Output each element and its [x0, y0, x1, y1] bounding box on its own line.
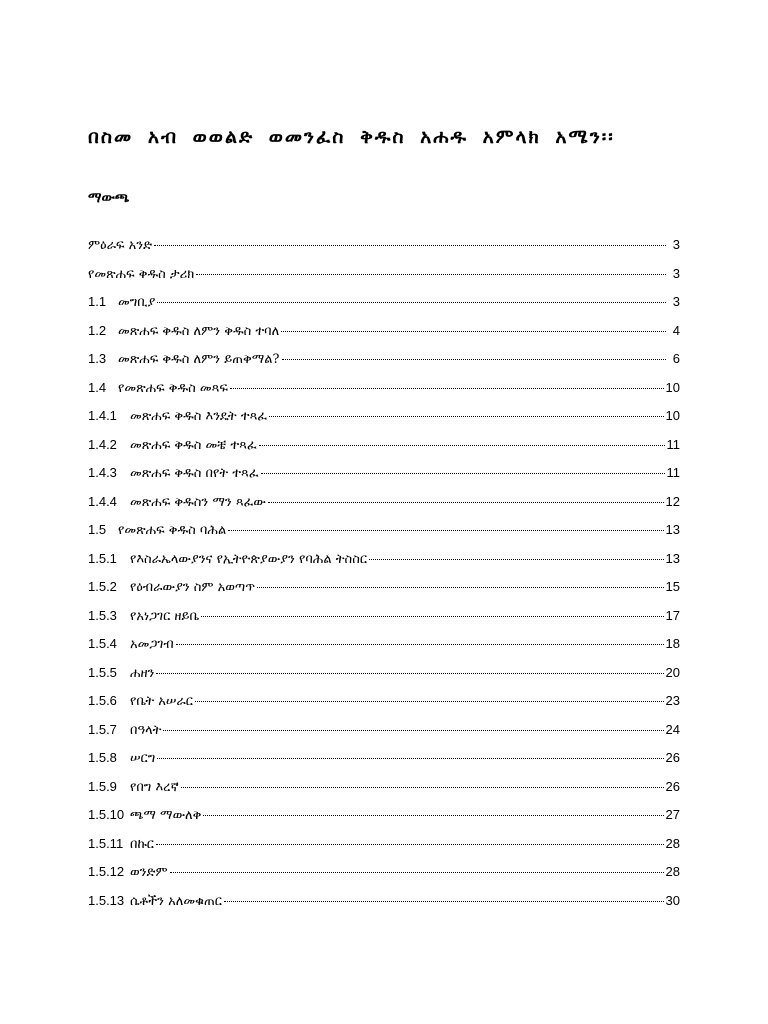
toc-entry[interactable]	[88, 408, 680, 437]
toc-entry-page: 26	[665, 778, 680, 794]
toc-leader-dots	[157, 302, 666, 303]
toc-entry-page: 30	[665, 892, 680, 908]
toc-entry-label: የመጽሐፍ ቅዱስ መጻፍ	[118, 380, 229, 396]
toc-entry-number: 1.5.3	[88, 607, 117, 623]
toc-entry-number: 1.5.5	[88, 664, 117, 680]
toc-entry-label: ወንድም	[130, 865, 168, 880]
toc-entry-page: 10	[665, 408, 680, 423]
toc-entry[interactable]	[88, 665, 680, 694]
toc-entry-page: 3	[672, 237, 680, 252]
toc-entry-page: 24	[665, 721, 680, 737]
toc-entry-label: መጽሐፍ ቅዱስን ማን ጻፈው	[130, 494, 266, 510]
toc-leader-dots	[195, 701, 664, 702]
toc-entry[interactable]	[88, 750, 680, 779]
toc-leader-dots	[269, 416, 663, 417]
toc-entry-page: 6	[672, 351, 680, 366]
toc-entry-label: ሴቶችን አለመቁጠር	[130, 893, 222, 909]
table-of-contents	[88, 237, 680, 921]
toc-entry-label: አመጋገብ	[130, 637, 174, 652]
toc-leader-dots	[268, 502, 664, 503]
toc-entry-page: 13	[665, 522, 680, 537]
toc-entry[interactable]	[88, 494, 680, 523]
toc-leader-dots	[163, 730, 663, 731]
toc-entry-page: 4	[672, 322, 680, 338]
toc-entry[interactable]	[88, 380, 680, 409]
toc-entry-page: 18	[665, 636, 680, 651]
toc-leader-dots	[170, 872, 664, 873]
toc-leader-dots	[230, 388, 664, 389]
toc-entry-page: 13	[665, 550, 680, 566]
toc-entry-page: 17	[665, 607, 680, 623]
toc-entry-label: በዓላት	[130, 722, 162, 738]
toc-entry-number: 1.5.6	[88, 693, 117, 708]
toc-leader-dots	[196, 274, 666, 275]
toc-entry[interactable]	[88, 722, 680, 751]
toc-entry[interactable]	[88, 608, 680, 637]
toc-entry[interactable]	[88, 807, 680, 836]
toc-entry[interactable]	[88, 779, 680, 808]
toc-entry-page: 26	[665, 750, 680, 765]
toc-entry-label: ምዕራፍ አንድ	[88, 238, 153, 253]
toc-entry-label: የበግ እረኛ	[130, 779, 179, 795]
toc-leader-dots	[369, 559, 664, 560]
toc-entry-label: መጽሐፍ ቅዱስ ለምን ይጠቅማል?	[118, 352, 280, 367]
toc-entry-number: 1.5.2	[88, 579, 117, 594]
toc-entry-label: የቤት አሠራር	[130, 694, 193, 709]
toc-entry-page: 15	[665, 579, 680, 594]
toc-entry-number: 1.1	[88, 294, 107, 309]
toc-entry-number: 1.4	[88, 379, 107, 395]
page-title: በስመ አብ ወወልድ ወመንፈስ ቅዱስ አሐዱ አምላክ አሜን፡፡	[88, 126, 615, 148]
toc-entry[interactable]	[88, 437, 680, 466]
toc-entry[interactable]	[88, 836, 680, 865]
toc-entry[interactable]	[88, 351, 680, 380]
toc-entry-number: 1.3	[88, 351, 107, 366]
toc-entry-number: 1.5.9	[88, 778, 117, 794]
toc-leader-dots	[224, 901, 664, 902]
toc-entry-page: 11	[666, 465, 680, 480]
toc-entry-number: 1.4.2	[88, 436, 117, 452]
toc-entry-label: የመጽሐፍ ቅዱስ ታሪክ	[88, 266, 195, 282]
toc-leader-dots	[156, 844, 664, 845]
toc-leader-dots	[203, 815, 663, 816]
toc-entry[interactable]	[88, 323, 680, 352]
toc-leader-dots	[228, 530, 663, 531]
toc-entry-number: 1.5.10	[88, 807, 125, 822]
toc-entry-label: በኩር	[130, 836, 154, 852]
toc-entry[interactable]	[88, 294, 680, 323]
toc-entry-number: 1.5.12	[88, 864, 125, 879]
toc-entry[interactable]	[88, 551, 680, 580]
toc-entry-label: የዕብራውያን ስም አወጣጥ	[130, 580, 256, 595]
toc-entry-page: 3	[672, 265, 680, 281]
toc-entry[interactable]	[88, 636, 680, 665]
toc-entry-label: የመጽሐፍ ቅዱስ ባሕል	[118, 523, 227, 538]
toc-entry-page: 3	[672, 294, 680, 309]
toc-entry-page: 23	[665, 693, 680, 708]
toc-entry-label: ሐዘን	[130, 665, 155, 681]
toc-entry[interactable]	[88, 579, 680, 608]
toc-entry-number: 1.2	[88, 322, 107, 338]
toc-entry-page: 10	[665, 379, 680, 395]
toc-entry-page: 28	[665, 864, 680, 879]
toc-entry-number: 1.5	[88, 522, 107, 537]
toc-leader-dots	[156, 673, 663, 674]
toc-entry[interactable]	[88, 522, 680, 551]
toc-entry-label: መጽሐፍ ቅዱስ እንዴት ተጻፈ	[130, 409, 268, 424]
toc-leader-dots	[176, 644, 664, 645]
toc-leader-dots	[181, 787, 664, 788]
toc-heading: ማውጫ	[88, 190, 130, 206]
toc-entry-page: 20	[665, 664, 680, 680]
toc-entry-page: 28	[665, 835, 680, 851]
toc-entry-number: 1.5.8	[88, 750, 117, 765]
toc-entry-page: 12	[665, 493, 680, 509]
toc-leader-dots	[154, 245, 666, 246]
toc-entry-number: 1.4.3	[88, 465, 117, 480]
toc-entry-number: 1.5.1	[88, 550, 117, 566]
toc-leader-dots	[157, 758, 663, 759]
toc-entry-label: መግቢያ	[118, 295, 156, 310]
toc-entry-label: የአነጋገር ዘይቤ	[130, 608, 200, 624]
toc-entry-page: 27	[665, 807, 680, 822]
toc-leader-dots	[257, 587, 663, 588]
toc-entry-number: 1.4.1	[88, 408, 117, 423]
toc-entry[interactable]	[88, 465, 680, 494]
toc-entry[interactable]	[88, 693, 680, 722]
toc-entry[interactable]	[88, 893, 680, 922]
toc-entry-number: 1.4.4	[88, 493, 117, 509]
toc-leader-dots	[259, 445, 665, 446]
toc-leader-dots	[201, 616, 663, 617]
toc-entry-label: መጽሐፍ ቅዱስ መቼ ተጻፈ	[130, 437, 257, 453]
toc-entry[interactable]	[88, 266, 680, 295]
toc-entry-number: 1.5.7	[88, 721, 117, 737]
toc-entry-number: 1.5.13	[88, 892, 125, 908]
toc-leader-dots	[261, 473, 665, 474]
toc-entry-label: ሠርግ	[130, 751, 156, 766]
toc-entry-number: 1.5.4	[88, 636, 117, 651]
toc-leader-dots	[281, 331, 666, 332]
toc-entry[interactable]	[88, 237, 680, 266]
toc-entry[interactable]	[88, 864, 680, 893]
toc-entry-label: መጽሐፍ ቅዱስ ለምን ቅዱስ ተባለ	[118, 323, 280, 339]
toc-entry-page: 11	[666, 436, 680, 452]
toc-entry-label: መጽሐፍ ቅዱስ በየት ተጻፈ	[130, 466, 259, 481]
toc-leader-dots	[282, 359, 666, 360]
toc-entry-label: ጫማ ማውለቅ	[130, 808, 202, 823]
toc-entry-number: 1.5.11	[88, 835, 124, 851]
toc-entry-label: የእስራኤላውያንና የኢትዮጵያውያን የባሕል ትስስር	[130, 551, 368, 567]
